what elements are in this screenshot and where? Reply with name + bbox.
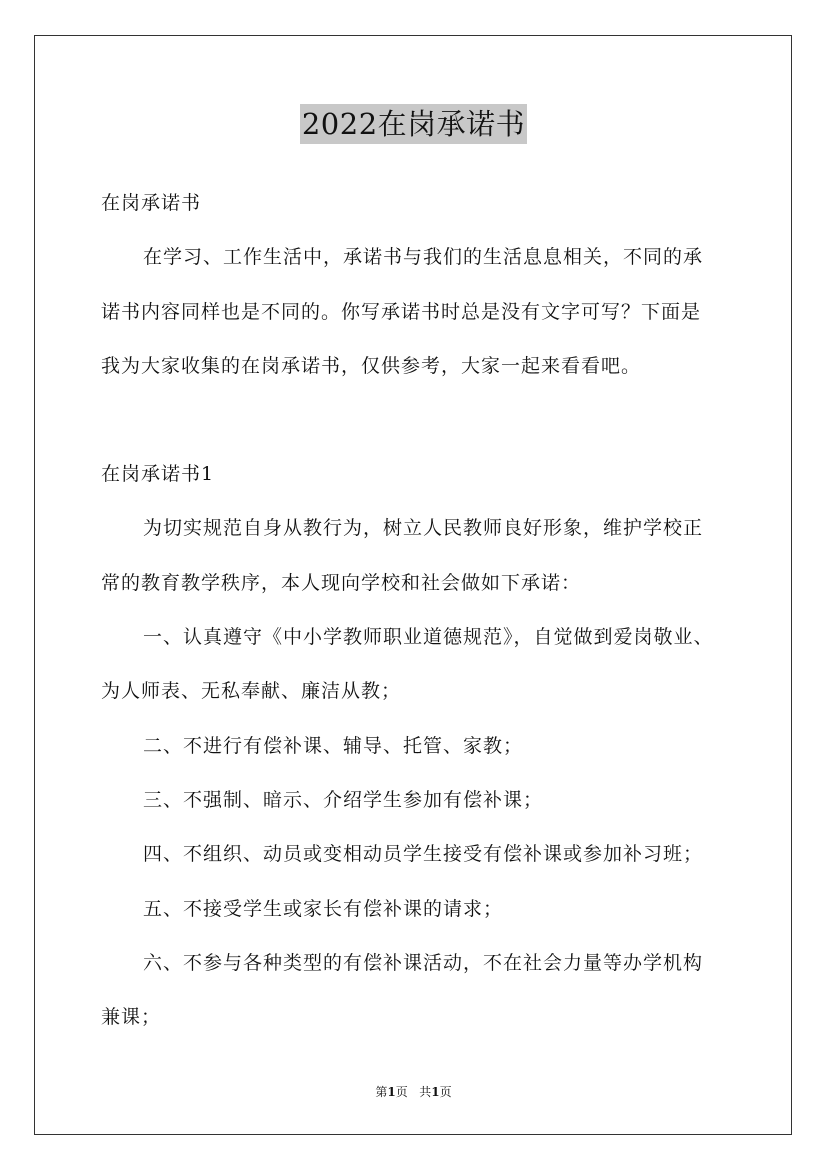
page-footer — [0, 1083, 827, 1100]
page-prefix: 第 — [375, 1085, 388, 1099]
body-line: 四、不组织、动员或变相动员学生接受有偿补课或参加补习班； — [143, 843, 704, 866]
body-line: 一、认真遵守《中小学教师职业道德规范》，自觉做到爱岗敬业、 — [143, 626, 714, 649]
document-title: 2022在岗承诺书 — [300, 104, 527, 144]
intro-line: 诺书内容同样也是不同的。你写承诺书时总是没有文字可写？下面是 — [101, 300, 702, 323]
body-line: 兼课； — [101, 1006, 162, 1029]
body-line: 五、不接受学生或家长有偿补课的请求； — [143, 897, 504, 920]
body-line: 二、不进行有偿补课、辅导、托管、家教； — [143, 734, 524, 757]
body-line: 为人师表、无私奉献、廉洁从教； — [101, 680, 402, 703]
subtitle: 在岗承诺书 — [101, 192, 202, 214]
total-pages: 1 — [431, 1085, 440, 1099]
page-number: 1 — [387, 1085, 396, 1099]
section-heading: 在岗承诺书1 — [101, 463, 215, 486]
intro-line: 我为大家收集的在岗承诺书，仅供参考，大家一起来看看吧。 — [101, 354, 642, 377]
body-line: 为切实规范自身从教行为，树立人民教师良好形象，维护学校正 — [143, 517, 704, 540]
body-line: 常的教育教学秩序，本人现向学校和社会做如下承诺： — [101, 571, 582, 594]
body-line: 三、不强制、暗示、介绍学生参加有偿补课； — [143, 788, 544, 811]
document-body — [101, 176, 741, 1044]
paragraph-gap — [101, 393, 741, 447]
total-prefix: 共 — [419, 1085, 432, 1099]
page-suffix: 页 — [395, 1085, 408, 1099]
intro-line: 在学习、工作生活中，承诺书与我们的生活息息相关，不同的承 — [143, 246, 704, 269]
total-suffix: 页 — [439, 1085, 452, 1099]
section-body — [101, 501, 741, 1044]
body-line: 六、不参与各种类型的有偿补课活动，不在社会力量等办学机构 — [143, 951, 704, 974]
title-container — [0, 104, 827, 144]
